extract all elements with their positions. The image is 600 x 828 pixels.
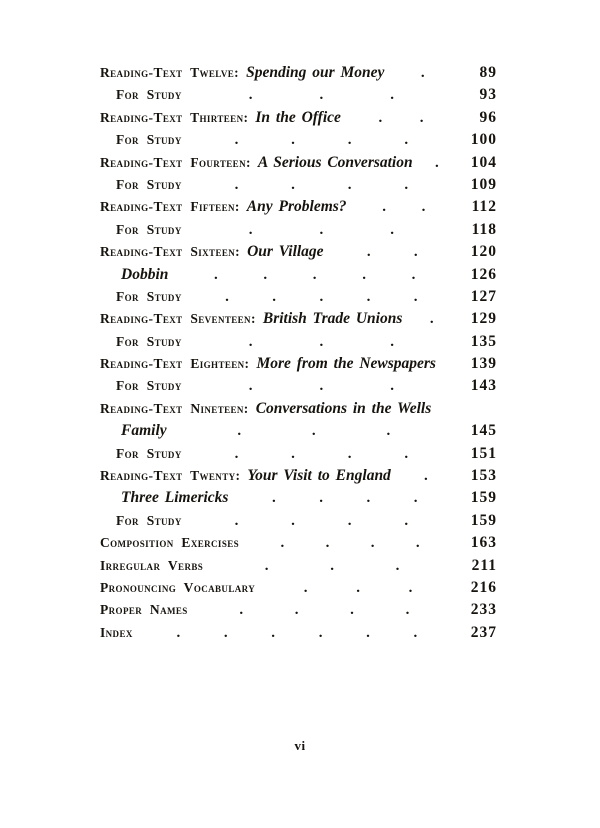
leader-dots xyxy=(182,514,461,529)
toc-row xyxy=(100,489,497,511)
toc-entry-title: Any Problems? xyxy=(246,198,347,216)
toc-row xyxy=(100,467,497,489)
leader-dot: . xyxy=(413,624,418,641)
toc-row xyxy=(100,86,497,108)
leader-dot: . xyxy=(415,535,420,552)
leader-dot: . xyxy=(271,624,276,641)
leader-dot: . xyxy=(319,333,324,350)
leader-dot: . xyxy=(390,378,394,395)
toc-row xyxy=(100,221,497,243)
toc-row xyxy=(100,310,497,332)
toc-entry-label: For Study xyxy=(116,378,182,394)
toc-entry-label: Pronouncing Vocabulary xyxy=(100,579,256,595)
leader-dot: . xyxy=(234,445,239,462)
leader-dot: . xyxy=(366,490,371,507)
toc-row xyxy=(100,64,497,86)
leader-dot: . xyxy=(248,221,253,238)
toc-entry-title: Spending our Money xyxy=(246,64,385,81)
toc-row xyxy=(100,557,497,579)
leader-dot: . xyxy=(413,490,418,507)
leader-dot: . xyxy=(362,266,366,283)
toc-entry-label: For Study xyxy=(116,512,182,528)
leader-dots xyxy=(133,626,461,641)
toc-row xyxy=(100,243,497,265)
leader-dots xyxy=(182,133,461,148)
toc-page-number: 145 xyxy=(470,422,497,440)
leader-dots xyxy=(413,156,461,171)
leader-dot: . xyxy=(319,221,324,238)
leader-dot: . xyxy=(319,490,323,507)
leader-dot: . xyxy=(234,176,239,193)
toc-page-number: 211 xyxy=(471,556,497,574)
toc-page-number: 96 xyxy=(479,108,497,126)
leader-dot: . xyxy=(330,557,334,574)
toc-entry-title: Your Visit to England xyxy=(247,467,391,485)
leader-dot: . xyxy=(223,624,228,641)
leader-dot: . xyxy=(382,199,386,216)
leader-dots xyxy=(182,88,461,103)
toc-page-number: 127 xyxy=(470,287,497,305)
leader-dot: . xyxy=(350,602,354,619)
toc-entry-label: For Study xyxy=(116,132,182,148)
leader-dot: . xyxy=(420,65,425,81)
leader-dot: . xyxy=(319,87,324,104)
toc-entry-label: For Study xyxy=(116,445,182,461)
toc-page-number: 118 xyxy=(471,220,497,238)
leader-dot: . xyxy=(248,333,253,350)
toc-row xyxy=(100,131,497,153)
leader-dot: . xyxy=(176,624,181,641)
leader-dots xyxy=(203,559,461,574)
leader-dot: . xyxy=(366,624,370,641)
toc-page-number: 159 xyxy=(470,511,497,529)
toc-row xyxy=(100,579,497,601)
leader-dot: . xyxy=(248,87,253,104)
toc-entry-title: British Trade Unions xyxy=(262,310,403,328)
leader-dot: . xyxy=(404,512,409,529)
leader-dot: . xyxy=(263,266,268,283)
toc-entry-label: Proper Names xyxy=(100,602,188,618)
toc-entry-title: Conversations in the Wells xyxy=(255,399,432,417)
toc-row xyxy=(100,288,497,310)
toc-row xyxy=(100,333,497,355)
toc-row xyxy=(100,512,497,534)
leader-dot: . xyxy=(408,579,413,596)
toc-row xyxy=(100,534,497,556)
leader-dot: . xyxy=(404,445,409,462)
leader-dot: . xyxy=(347,445,352,462)
leader-dots xyxy=(324,245,461,260)
toc-entry-label: Irregular Verbs xyxy=(100,557,204,573)
page-folio: vi xyxy=(294,738,306,753)
leader-dot: . xyxy=(318,624,323,641)
toc-row xyxy=(100,154,497,176)
toc-page-number: 153 xyxy=(470,467,497,485)
leader-dot: . xyxy=(366,244,371,261)
toc-entry-label: Reading-Text Sixteen: xyxy=(100,244,241,260)
leader-dot: . xyxy=(225,288,229,305)
leader-dot: . xyxy=(291,512,295,529)
toc-entry-title: In the Office xyxy=(255,108,341,126)
leader-dot: . xyxy=(319,288,324,305)
leader-dot: . xyxy=(411,266,416,283)
toc-entry-title: Family xyxy=(121,422,167,440)
toc-page-number: 100 xyxy=(470,131,497,149)
toc-page-number: 129 xyxy=(470,310,497,328)
toc-entry-label: For Study xyxy=(116,288,182,304)
toc-page-number: 216 xyxy=(470,578,497,596)
toc-entry-label: Reading-Text Nineteen: xyxy=(100,400,249,416)
leader-dot: . xyxy=(347,132,352,149)
leader-dot: . xyxy=(291,445,295,462)
toc-entry-title: More from the Newspapers xyxy=(256,355,436,373)
leader-dots xyxy=(228,491,461,506)
leader-dots xyxy=(168,268,461,283)
leader-dots xyxy=(347,200,461,215)
toc-entry-label: Reading-Text Eighteen: xyxy=(100,356,250,372)
toc-row xyxy=(100,109,497,131)
leader-dot: . xyxy=(271,490,276,507)
toc-page-number: 89 xyxy=(479,64,497,81)
leader-dots xyxy=(182,178,461,193)
toc-entry-label: For Study xyxy=(116,333,182,349)
toc-page-number: 126 xyxy=(470,265,497,283)
leader-dot: . xyxy=(248,378,253,395)
leader-dots xyxy=(188,603,461,618)
leader-dot: . xyxy=(405,602,410,619)
leader-dot: . xyxy=(234,132,239,149)
leader-dot: . xyxy=(325,535,330,552)
toc-entry-label: For Study xyxy=(116,87,182,103)
leader-dot: . xyxy=(413,244,418,261)
leader-dot: . xyxy=(419,109,424,126)
leader-dots xyxy=(255,581,461,596)
leader-dot: . xyxy=(214,266,218,283)
toc-row xyxy=(100,624,497,646)
toc-entry-label: Composition Exercises xyxy=(100,535,240,551)
leader-dot: . xyxy=(366,288,371,305)
leader-dots xyxy=(182,335,461,350)
toc-entry-label: Reading-Text Twenty: xyxy=(100,468,241,484)
leader-dots xyxy=(182,290,461,305)
toc-row xyxy=(100,176,497,198)
leader-dot: . xyxy=(291,176,295,193)
leader-dot: . xyxy=(234,512,239,529)
toc-page-number: 159 xyxy=(470,489,497,507)
toc-entry-label: Reading-Text Twelve: xyxy=(100,65,240,80)
toc-entry-title: Three Limericks xyxy=(121,489,229,507)
toc-page-number: 139 xyxy=(470,355,497,373)
leader-dot: . xyxy=(413,288,418,305)
leader-dot: . xyxy=(319,378,324,395)
toc-row xyxy=(100,198,497,220)
leader-dots xyxy=(182,223,461,238)
toc-page-number: 163 xyxy=(470,534,497,552)
leader-dot: . xyxy=(239,602,244,619)
leader-dot: . xyxy=(291,132,295,149)
toc-row xyxy=(100,601,497,623)
leader-dot: . xyxy=(404,176,409,193)
leader-dot: . xyxy=(390,87,394,104)
toc-entry-title: Dobbin xyxy=(121,265,169,283)
toc-entry-label: Reading-Text Fifteen: xyxy=(100,199,240,215)
leader-dot: . xyxy=(370,535,375,552)
leader-dots xyxy=(182,447,461,462)
leader-dot: . xyxy=(434,154,439,171)
leader-dot: . xyxy=(264,557,269,574)
leader-dot: . xyxy=(378,109,383,126)
toc-row xyxy=(100,355,497,377)
leader-dot: . xyxy=(237,423,242,440)
leader-dots xyxy=(384,66,461,81)
toc-row xyxy=(100,400,497,422)
leader-dot: . xyxy=(280,535,285,552)
leader-dots xyxy=(167,424,461,439)
toc-page-number: 104 xyxy=(470,153,497,171)
leader-dots xyxy=(391,469,461,484)
toc-row xyxy=(100,445,497,467)
table-of-contents xyxy=(100,64,497,646)
toc-page-number: 120 xyxy=(470,243,497,261)
leader-dot: . xyxy=(390,221,394,238)
toc-entry-label: Reading-Text Seventeen: xyxy=(100,311,256,327)
leader-dot: . xyxy=(347,512,352,529)
toc-page-number: 112 xyxy=(471,198,497,216)
toc-page-number: 151 xyxy=(470,444,497,462)
leader-dots xyxy=(341,111,461,126)
toc-entry-label: For Study xyxy=(116,176,182,192)
leader-dot: . xyxy=(390,333,394,350)
leader-dot: . xyxy=(421,199,426,216)
leader-dot: . xyxy=(386,423,391,440)
toc-entry-title: A Serious Conversation xyxy=(257,153,413,171)
toc-page-number: 143 xyxy=(470,377,497,395)
toc-entry-label: Index xyxy=(100,624,133,640)
toc-entry-label: Reading-Text Thirteen: xyxy=(100,109,249,125)
leader-dot: . xyxy=(356,579,360,596)
leader-dot: . xyxy=(312,266,317,283)
leader-dot: . xyxy=(294,602,299,619)
toc-entry-title: Our Village xyxy=(247,243,324,261)
toc-entry-label: For Study xyxy=(116,221,182,237)
leader-dot: . xyxy=(347,176,352,193)
toc-page-number: 135 xyxy=(470,332,497,350)
toc-entry-label: Reading-Text Fourteen: xyxy=(100,154,251,170)
leader-dot: . xyxy=(272,288,277,305)
leader-dot: . xyxy=(404,132,409,149)
toc-page-number: 237 xyxy=(470,623,497,641)
toc-row xyxy=(100,377,497,399)
leader-dot: . xyxy=(429,311,434,328)
leader-dot: . xyxy=(424,468,428,485)
leader-dot: . xyxy=(311,423,316,440)
toc-page-number: 109 xyxy=(470,175,497,193)
leader-dot: . xyxy=(395,557,400,574)
toc-page-number: 233 xyxy=(470,601,497,619)
leader-dots xyxy=(402,312,461,327)
leader-dot: . xyxy=(303,579,308,596)
toc-page-number: 93 xyxy=(479,86,497,104)
toc-row xyxy=(100,266,497,288)
leader-dots xyxy=(239,536,461,551)
toc-row xyxy=(100,422,497,444)
leader-dots xyxy=(182,379,461,394)
